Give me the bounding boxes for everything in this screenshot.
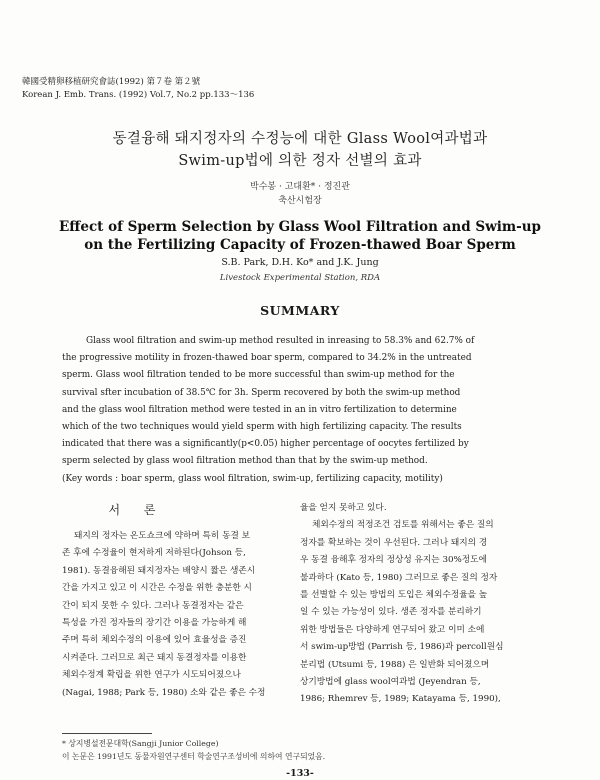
title-english-line1: Effect of Sperm Selection by Glass Wool Filtration and Swim-up xyxy=(58,219,541,235)
intro-line: 간이 되지 못한 수 있다. 그러나 동결정자는 같은 xyxy=(62,600,244,611)
journal-name-korean: 韓國受精卵移植研究會誌(1992) 第７卷 第２號 xyxy=(22,77,201,87)
footnote-funding: 이 논문은 1991년도 동물자원연구센터 학술연구조성비에 의하여 연구되었음. xyxy=(62,752,326,761)
summary-body xyxy=(62,333,548,488)
summary-line: indicated that there was a significantly(p<0.05) higher percentage of oocytes fertilized by xyxy=(62,439,469,450)
intro-line: 시켜준다. 그러므로 최근 돼지 동결정자를 이용한 xyxy=(62,652,247,663)
footnote-affiliation: * 상지병설전문대학(Sangji Junior College) xyxy=(62,739,219,748)
intro-line: 분리법 (Utsumi 등, 1988) 은 일반화 되어졌으며 xyxy=(300,659,490,670)
institution-korean: 축산시험장 xyxy=(278,196,322,206)
summary-line: sperm selected by glass wool filtration method than that by the swim-up method. xyxy=(62,456,428,467)
title-korean-line2: Swim-up법에 의한 정자 선별의 효과 xyxy=(178,153,422,169)
intro-line: 체외수정계 확립을 위한 연구가 시도되어졌으나 xyxy=(62,670,241,681)
intro-line: 정자를 확보하는 것이 우선된다. 그러나 돼지의 경 xyxy=(300,537,488,548)
intro-line: 율을 얻지 못하고 있다. xyxy=(300,503,387,513)
intro-right-column xyxy=(300,500,538,709)
page-number: -133- xyxy=(286,768,314,779)
footnote-rule xyxy=(62,733,152,734)
intro-left-column xyxy=(62,503,280,702)
intro-line: 불과하다 (Kato 등, 1980) 그러므로 좋은 질의 정자 xyxy=(300,572,498,583)
intro-line: 간을 가지고 있고 이 시간은 수정을 위한 충분한 시 xyxy=(62,583,252,594)
summary-line: sperm. Glass wool filtration tended to be more successful than swim-up method for the xyxy=(62,370,455,381)
authors-korean: 박수봉 · 고대환* · 정진관 xyxy=(250,182,350,192)
summary-line: and the glass wool filtration method were tested in an in vitro fertilization to determine xyxy=(62,404,457,415)
summary-heading: SUMMARY xyxy=(260,303,340,318)
intro-line: 1986; Rhemrev 등, 1989; Katayama 등, 1990), xyxy=(300,694,501,705)
journal-name-english: Korean J. Emb. Trans. (1992) Vol.7, No.2 pp.133～136 xyxy=(22,90,255,100)
intro-line: 특성을 가진 정자들의 장기간 이용을 가능하게 해 xyxy=(62,618,247,629)
intro-line: 를 선별할 수 있는 방법의 도입은 체외수정율을 높 xyxy=(300,590,488,601)
summary-line: Glass wool filtration and swim-up method resulted in inreasing to 58.3% and 62.7% of xyxy=(86,336,475,346)
intro-heading: 서 론 xyxy=(108,503,166,517)
intro-line: 존 후에 수정율이 현저하게 저하된다(Johson 등, xyxy=(62,548,246,559)
summary-line: the progressive motility in frozen-thawed boar sperm, compared to 34.2% in the untreated xyxy=(62,353,472,364)
authors-english: S.B. Park, D.H. Ko* and J.K. Jung xyxy=(221,257,379,268)
title-korean-line1: 동결융해 돼지정자의 수정능에 대한 Glass Wool여과법과 xyxy=(112,131,488,147)
intro-line: 1981). 동결융해된 돼지정자는 배양시 짧은 생존시 xyxy=(62,565,256,576)
intro-line: 돼지의 정자는 온도쇼크에 약하며 특히 동결 보 xyxy=(74,531,251,541)
intro-line: 우 동결 융해후 정자의 정상성 유지는 30%정도에 xyxy=(300,555,487,566)
intro-line: 체외수정의 적정조건 검토를 위해서는 좋은 질의 xyxy=(312,520,494,531)
intro-line: 일 수 있는 가능성이 있다. 생존 정자를 분리하기 xyxy=(300,607,482,618)
summary-line: which of the two techniques would yield sperm with high fertilizing capacity. The results xyxy=(62,422,462,433)
intro-line: 위한 방법들은 다양하게 연구되어 왔고 이미 소에 xyxy=(300,624,485,635)
title-english-line2: on the Fertilizing Capacity of Frozen-thawed Boar Sperm xyxy=(84,237,516,253)
summary-line: survival sfter incubation of 38.5℃ for 3h. Sperm recovered by both the swim-up method xyxy=(62,387,461,398)
intro-line: 서 swim-up방법 (Parrish 등, 1986)과 percoll원심 xyxy=(300,642,504,653)
intro-line: (Nagai, 1988; Park 등, 1980) 소와 같은 좋은 수정 xyxy=(62,687,266,698)
summary-keywords: (Key words : boar sperm, glass wool filtration, swim-up, fertilizing capacity, motility) xyxy=(62,473,443,484)
institution-english: Livestock Experimental Station, RDA xyxy=(219,273,381,283)
intro-line: 주며 특히 체외수정의 이용에 있어 효율성을 증진 xyxy=(62,635,247,646)
intro-line: 상기방법에 glass wool여과법 (Jeyendran 등, xyxy=(300,677,481,688)
journal-header xyxy=(22,76,254,102)
